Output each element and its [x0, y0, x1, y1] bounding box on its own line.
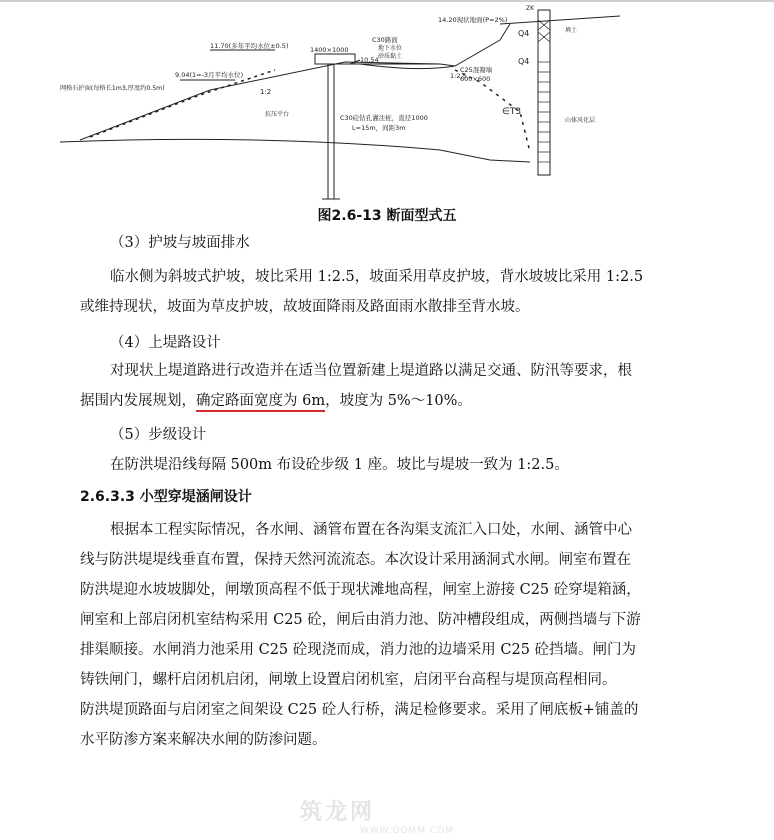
- label-el-mid: 9.04(1=-3月平均水位): [175, 71, 244, 79]
- text-line: 闸室和上部启闭机室结构采用 C25 砼，闸后由消力池、防冲槽段组成，两侧挡墙与下游: [80, 612, 641, 628]
- text-line: 在防洪堤沿线每隔 500m 布设砼步级 1 座。坡比与堤坡一致为 1:2.5。: [110, 457, 569, 473]
- section-3-title: （3）护坡与坡面排水: [110, 235, 250, 251]
- text-line: 根据本工程实际情况，各水闸、涵管布置在各沟渠支流汇入口处，水闸、涵管中心: [110, 522, 632, 538]
- label-bench: 抗压平台: [265, 111, 290, 118]
- section-5-title: （5）步级设计: [110, 427, 207, 443]
- text-line: 对现状上堤道路进行改造并在适当位置新建上堤道路以满足交通、防汛等要求，根: [110, 363, 632, 379]
- text-line: [80, 386, 700, 416]
- section-heading: 2.6.3.3 小型穿堤涵闸设计: [80, 489, 252, 505]
- text-segment: 据围内发展规划，: [80, 393, 196, 409]
- label-mid-note-2: 砂质黏土: [378, 53, 403, 60]
- label-slope-left: 1:2: [260, 88, 272, 96]
- cross-section-drawing: [60, 2, 620, 202]
- underlined-road-width: 确定路面宽度为 6m: [196, 392, 325, 412]
- label-toe-wall-size: 600×600: [460, 75, 491, 83]
- text-line: 排渠顺接。水闸消力池采用 C25 砼现浇而成，消力池的边墙采用 C25 砼挡墙。闸门为: [80, 642, 637, 658]
- text-line: 水平防渗方案来解决水闸的防渗问题。: [80, 732, 327, 748]
- text-segment: ，坡度为 5%～10%。: [325, 393, 472, 409]
- label-bore: ZK: [526, 5, 535, 12]
- watermark-url: WWW.GDMM.COM: [360, 826, 454, 836]
- section-5-body: [80, 450, 700, 480]
- text-line: 防洪堤迎水坡坡脚处，闸墩顶高程不低于现状滩地高程，闸室上游接 C25 砼穿堤箱涵，: [80, 582, 641, 598]
- ground-line-top: [500, 16, 620, 24]
- label-pile-len: L=15m，间距3m: [352, 124, 406, 132]
- label-layer-q4b: Q4: [518, 57, 530, 66]
- text-line: 线与防洪堤堤线垂直布置，保持天然河流流态。本次设计采用涵洞式水闸。闸室布置在: [80, 552, 631, 568]
- label-road-size: 1400×1000: [310, 46, 349, 54]
- text-line: 防洪堤顶路面与启闭室之间架设 C25 砼人行桥，满足检修要求。采用了闸底板+铺盖的: [80, 702, 639, 718]
- section-4-body: [80, 356, 700, 416]
- label-el-flood: 11.70(多年平均水位±0.5): [210, 42, 289, 50]
- label-mid-note-1: 地下水位: [378, 45, 403, 52]
- watermark-text: 筑龙网: [300, 800, 376, 825]
- figure-caption: 图2.6-13 断面型式五: [317, 208, 457, 224]
- label-layer-q4: Q4: [518, 29, 530, 38]
- label-rock-note: 山体风化层: [565, 117, 596, 124]
- label-riprap: 网格石护面(每格长1m3,厚度约0.5m): [60, 85, 165, 92]
- text-line: 临水侧为斜坡式护坡，坡比采用 1:2.5，坡面采用草皮护坡，背水坡坡比采用 1:2.5: [110, 269, 644, 285]
- label-el-crest: 10.54: [360, 56, 379, 64]
- section-4-title: （4）上堤路设计: [110, 335, 221, 351]
- watermark-logo: [300, 795, 520, 835]
- label-terrain: 填土: [565, 27, 578, 34]
- label-el-top: 14.20现状地面(P=2%): [438, 16, 508, 24]
- text-line: 或维持现状，坡面为草皮护坡，故坡面降雨及路面雨水散排至背水坡。: [80, 299, 530, 315]
- section-3-body: [80, 262, 700, 322]
- text-line: 铸铁闸门，螺杆启闭机启闭，闸墩上设置启闭机室，启闭平台高程与堤顶高程相同。: [80, 672, 617, 688]
- label-slope-right: 1:2.5: [450, 72, 467, 80]
- label-layer-el: ∈T3: [502, 107, 522, 117]
- label-pile: C30砼钻孔灌注桩，直径1000: [340, 114, 428, 122]
- label-toe-wall: C25混凝墙: [460, 66, 493, 74]
- culvert-design-body: [80, 515, 700, 755]
- label-road: C30路面: [372, 36, 398, 44]
